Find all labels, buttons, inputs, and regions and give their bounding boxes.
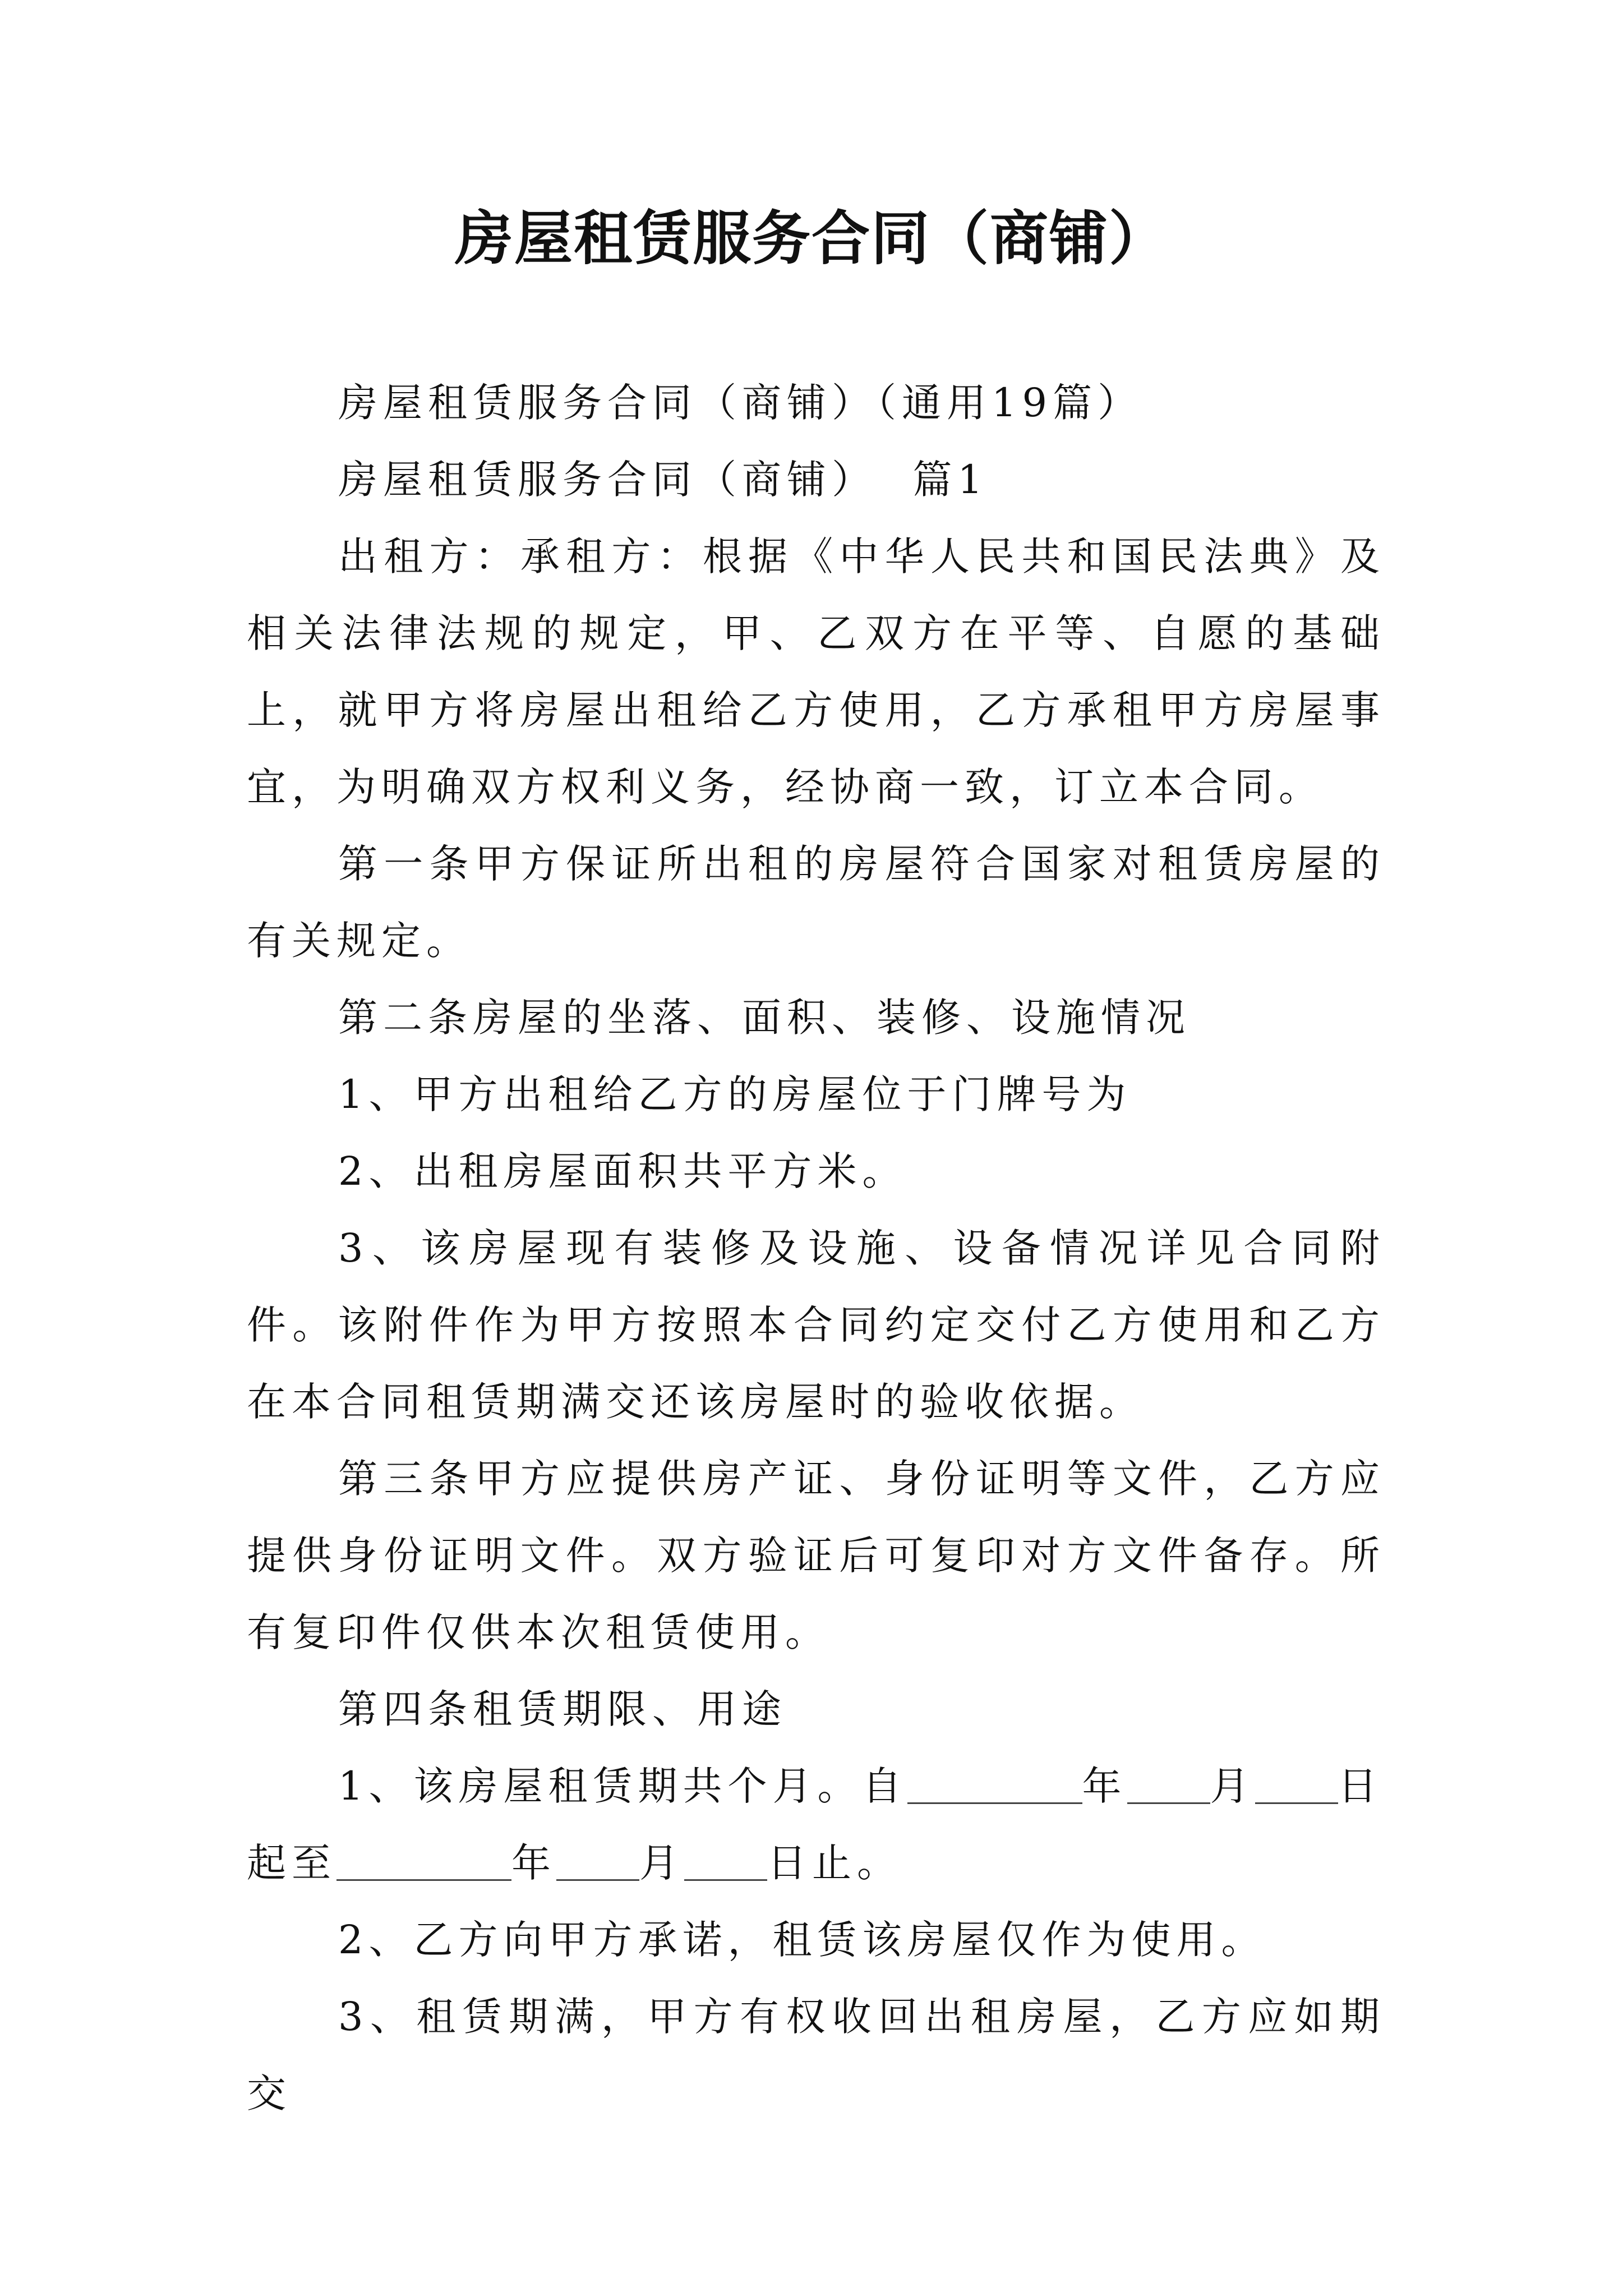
- end-month-blank: [556, 1840, 639, 1881]
- article-1-paragraph: 第一条甲方保证所出租的房屋符合国家对租赁房屋的有关规定。: [247, 841, 1385, 964]
- start-day-blank: [1255, 1763, 1338, 1804]
- article-2-item-2: 2、出租房屋面积共平方米。: [338, 1148, 907, 1194]
- part-heading: 房屋租赁服务合同（商铺） 篇1: [338, 457, 989, 503]
- document-subtitle: 房屋租赁服务合同（商铺）（通用19篇）: [338, 380, 1143, 426]
- article-2-item-1: 1、甲方出租给乙方的房屋位于门牌号为: [338, 1071, 1132, 1117]
- start-month-label: 月: [1210, 1763, 1255, 1809]
- lease-term-text: 1、该房屋租赁期共个月。自: [338, 1763, 907, 1809]
- end-month-label: 月: [639, 1840, 684, 1886]
- article-3-paragraph: 第三条甲方应提供房产证、身份证明等文件，乙方应提供身份证明文件。双方验证后可复印对方文件备存。所有复印件仅供本次租赁使用。: [247, 1456, 1385, 1655]
- end-date-prefix: 起至: [247, 1840, 336, 1886]
- preamble-paragraph: 出租方：承租方：根据《中华人民共和国民法典》及相关法律法规的规定，甲、乙双方在平等、自愿的基础上，就甲方将房屋出租给乙方使用，乙方承租甲方房屋事宜，为明确双方权利义务，经协商一致，订立本合同。: [247, 533, 1385, 810]
- article-2-item-3: 3、该房屋现有装修及设施、设备情况详见合同附件。该附件作为甲方按照本合同约定交付乙方使用和乙方在本合同租赁期满交还该房屋时的验收依据。: [247, 1225, 1385, 1425]
- article-4-item-2: 2、乙方向甲方承诺，租赁该房屋仅作为使用。: [338, 1917, 1266, 1963]
- article-4-heading: 第四条租赁期限、用途: [338, 1686, 787, 1732]
- article-4-item-3: 3、租赁期满，甲方有权收回出租房屋，乙方应如期交: [247, 1994, 1385, 2116]
- end-day-label: 日止。: [767, 1840, 902, 1886]
- end-year-label: 年: [511, 1840, 556, 1886]
- start-year-label: 年: [1082, 1763, 1127, 1809]
- article-2-heading: 第二条房屋的坐落、面积、装修、设施情况: [338, 995, 1191, 1041]
- start-day-label: 日: [1338, 1763, 1383, 1809]
- end-day-blank: [684, 1840, 767, 1881]
- document-title: 房屋租赁服务合同（商铺）: [454, 204, 1168, 273]
- article-4-item-1: [247, 1748, 1385, 1902]
- start-month-blank: [1127, 1763, 1210, 1804]
- end-year-blank: [336, 1840, 511, 1881]
- document-body: [247, 365, 1385, 2132]
- start-year-blank: [907, 1763, 1082, 1804]
